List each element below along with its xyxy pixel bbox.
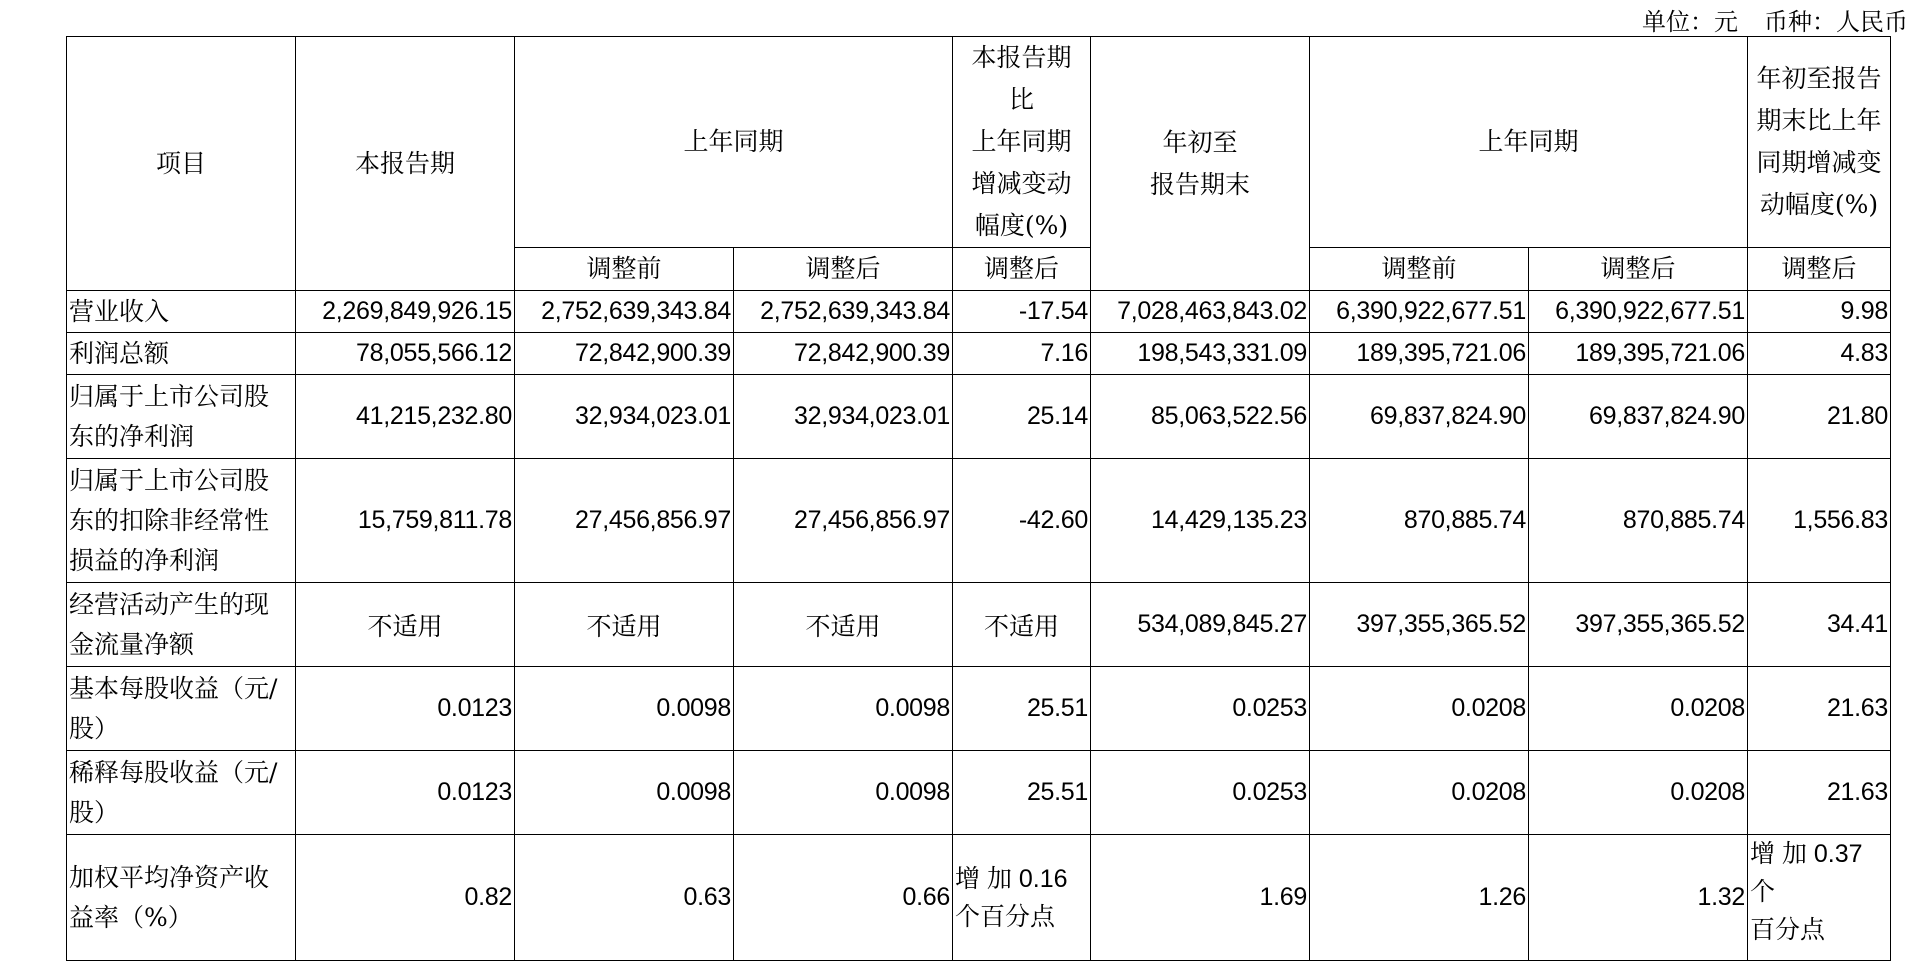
table-cell: 27,456,856.97 — [734, 459, 953, 583]
table-cell: 21.63 — [1748, 667, 1891, 751]
table-cell-note: 增 加 0.16 个百分点 — [953, 835, 1091, 961]
table-cell: 0.0253 — [1091, 667, 1310, 751]
table-cell: 25.14 — [953, 375, 1091, 459]
header-after-adjust-change: 调整后 — [953, 248, 1091, 291]
table-cell: 2,752,639,343.84 — [734, 291, 953, 333]
row-label: 归属于上市公司股东的净利润 — [67, 375, 296, 459]
table-cell: 21.63 — [1748, 751, 1891, 835]
header-before-adjust-ytd: 调整前 — [1310, 248, 1529, 291]
table-cell: 69,837,824.90 — [1529, 375, 1748, 459]
table-cell: 14,429,135.23 — [1091, 459, 1310, 583]
table-cell: 189,395,721.06 — [1529, 333, 1748, 375]
table-cell: 7,028,463,843.02 — [1091, 291, 1310, 333]
table-cell: 不适用 — [734, 583, 953, 667]
table-cell: 不适用 — [296, 583, 515, 667]
header-prior-same-period-ytd: 上年同期 — [1310, 37, 1748, 248]
table-row — [67, 375, 1891, 459]
table-cell: 27,456,856.97 — [515, 459, 734, 583]
table-cell: 0.0208 — [1529, 667, 1748, 751]
unit-label: 单位：元 — [1642, 8, 1738, 36]
table-cell: 0.0208 — [1310, 751, 1529, 835]
unit-currency-line — [1642, 2, 1908, 37]
table-cell: 870,885.74 — [1529, 459, 1748, 583]
financial-data-table — [66, 36, 1891, 961]
table-cell: 1.69 — [1091, 835, 1310, 961]
table-cell: 0.0123 — [296, 751, 515, 835]
header-after-adjust: 调整后 — [734, 248, 953, 291]
table-cell: 397,355,365.52 — [1310, 583, 1529, 667]
table-cell: -42.60 — [953, 459, 1091, 583]
table-cell: 69,837,824.90 — [1310, 375, 1529, 459]
table-cell: 15,759,811.78 — [296, 459, 515, 583]
header-prior-same-period: 上年同期 — [515, 37, 953, 248]
currency-label: 币种：人民币 — [1764, 8, 1908, 36]
table-cell: 0.66 — [734, 835, 953, 961]
table-cell: 0.0098 — [734, 667, 953, 751]
header-after-adjust-ytd: 调整后 — [1529, 248, 1748, 291]
table-cell: 0.63 — [515, 835, 734, 961]
row-label: 基本每股收益（元/股） — [67, 667, 296, 751]
row-label: 归属于上市公司股东的扣除非经常性损益的净利润 — [67, 459, 296, 583]
table-cell: 不适用 — [953, 583, 1091, 667]
table-cell: 1.26 — [1310, 835, 1529, 961]
table-cell: 6,390,922,677.51 — [1310, 291, 1529, 333]
table-cell: 2,269,849,926.15 — [296, 291, 515, 333]
table-cell: 9.98 — [1748, 291, 1891, 333]
table-cell: 870,885.74 — [1310, 459, 1529, 583]
table-cell: 21.80 — [1748, 375, 1891, 459]
table-cell: 0.0098 — [734, 751, 953, 835]
table-cell: 85,063,522.56 — [1091, 375, 1310, 459]
table-cell: 0.82 — [296, 835, 515, 961]
table-cell: 0.0208 — [1310, 667, 1529, 751]
table-cell: 1.32 — [1529, 835, 1748, 961]
table-cell: 0.0098 — [515, 667, 734, 751]
table-cell: 397,355,365.52 — [1529, 583, 1748, 667]
table-cell: 72,842,900.39 — [734, 333, 953, 375]
header-after-adjust-ytd-change: 调整后 — [1748, 248, 1891, 291]
table-cell: 78,055,566.12 — [296, 333, 515, 375]
table-cell: 0.0253 — [1091, 751, 1310, 835]
table-row — [67, 459, 1891, 583]
table-cell-note: 增 加 0.37 个 百分点 — [1748, 835, 1891, 961]
table-cell: 0.0123 — [296, 667, 515, 751]
table-cell: 1,556.83 — [1748, 459, 1891, 583]
header-row-1 — [67, 37, 1891, 248]
row-label: 经营活动产生的现金流量净额 — [67, 583, 296, 667]
table-cell: 41,215,232.80 — [296, 375, 515, 459]
table-row — [67, 835, 1891, 961]
table-cell: 25.51 — [953, 751, 1091, 835]
table-cell: 25.51 — [953, 667, 1091, 751]
header-ytd: 年初至 报告期末 — [1091, 37, 1310, 291]
table-cell: -17.54 — [953, 291, 1091, 333]
table-cell: 不适用 — [515, 583, 734, 667]
table-cell: 72,842,900.39 — [515, 333, 734, 375]
table-row — [67, 333, 1891, 375]
table-cell: 32,934,023.01 — [515, 375, 734, 459]
table-cell: 0.0098 — [515, 751, 734, 835]
row-label: 加权平均净资产收益率（%） — [67, 835, 296, 961]
table-row — [67, 291, 1891, 333]
table-cell: 198,543,331.09 — [1091, 333, 1310, 375]
table-cell: 32,934,023.01 — [734, 375, 953, 459]
header-current-vs-prior-change: 本报告期 比 上年同期 增减变动 幅度(%) — [953, 37, 1091, 248]
table-cell: 534,089,845.27 — [1091, 583, 1310, 667]
header-item: 项目 — [67, 37, 296, 291]
table-row — [67, 751, 1891, 835]
table-row — [67, 667, 1891, 751]
header-before-adjust: 调整前 — [515, 248, 734, 291]
table-cell: 2,752,639,343.84 — [515, 291, 734, 333]
table-cell: 4.83 — [1748, 333, 1891, 375]
table-cell: 7.16 — [953, 333, 1091, 375]
header-current-period: 本报告期 — [296, 37, 515, 291]
table-cell: 34.41 — [1748, 583, 1891, 667]
row-label: 利润总额 — [67, 333, 296, 375]
table-row — [67, 583, 1891, 667]
row-label: 稀释每股收益（元/股） — [67, 751, 296, 835]
table-cell: 6,390,922,677.51 — [1529, 291, 1748, 333]
header-ytd-vs-prior-change: 年初至报告 期末比上年 同期增减变 动幅度(%) — [1748, 37, 1891, 248]
row-label: 营业收入 — [67, 291, 296, 333]
table-cell: 189,395,721.06 — [1310, 333, 1529, 375]
table-cell: 0.0208 — [1529, 751, 1748, 835]
